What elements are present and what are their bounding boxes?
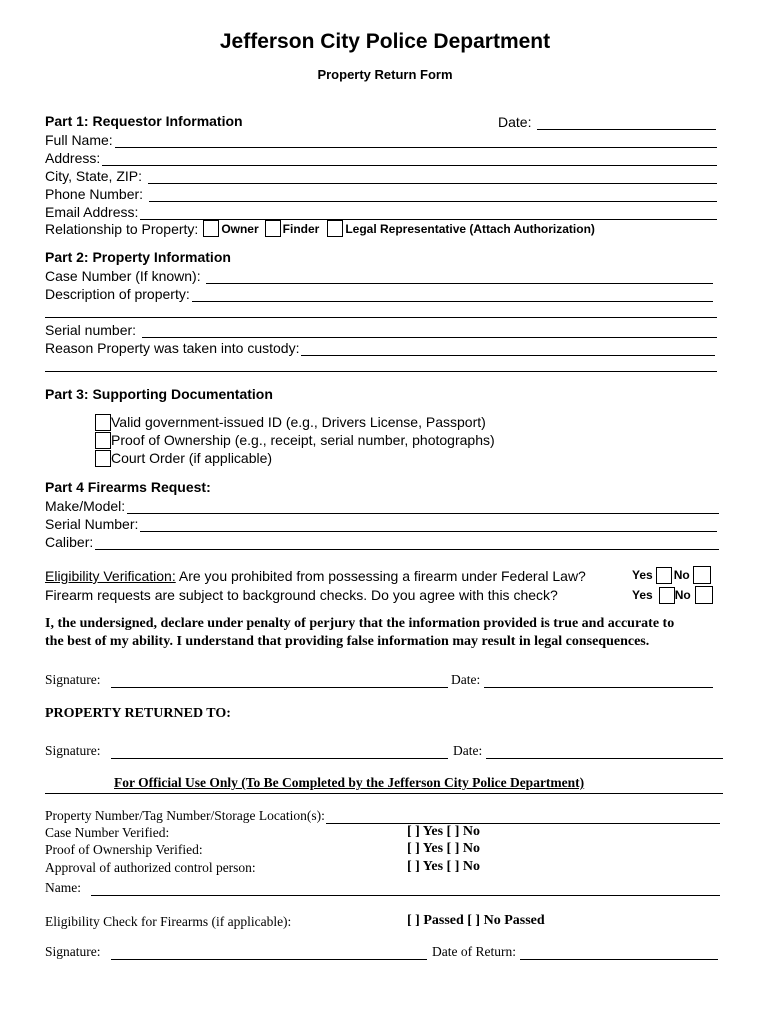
part4-heading: Part 4 Firearms Request: xyxy=(45,479,211,495)
city-state-zip-field[interactable] xyxy=(45,166,717,184)
date-of-return-line[interactable] xyxy=(520,945,718,960)
reason-line[interactable] xyxy=(301,341,715,356)
approval-options[interactable]: [ ] Yes [ ] No xyxy=(407,859,480,874)
date-label: Date: xyxy=(453,743,483,758)
ownership-verified-options[interactable]: [ ] Yes [ ] No xyxy=(407,841,480,856)
signature-line[interactable] xyxy=(111,945,428,960)
declaration-date-field[interactable] xyxy=(451,670,715,688)
official-signature-field[interactable] xyxy=(45,942,429,960)
address-label: Address: xyxy=(45,150,101,166)
firearm-serial-field[interactable] xyxy=(45,514,717,532)
eligibility-text: Are you prohibited from possessing a firearm under Federal Law? xyxy=(175,568,586,584)
background-no-label: No xyxy=(674,588,691,602)
email-line[interactable] xyxy=(140,205,717,220)
ownership-verified-label: Proof of Ownership Verified: xyxy=(45,842,203,857)
phone-label: Phone Number: xyxy=(45,186,144,202)
declaration-line-2: the best of my ability. I understand that providing false information may result in legal consequences. xyxy=(45,634,650,649)
owner-label: Owner xyxy=(221,221,259,236)
background-yes-checkbox[interactable] xyxy=(659,587,675,604)
id-checkbox[interactable] xyxy=(95,414,111,431)
date-label: Date: xyxy=(451,672,481,687)
description-line-2[interactable] xyxy=(45,317,717,318)
part2-heading: Part 2: Property Information xyxy=(45,249,231,265)
case-verified-options[interactable]: [ ] Yes [ ] No xyxy=(407,824,480,839)
relationship-label: Relationship to Property: xyxy=(45,220,199,237)
declaration-signature-field[interactable] xyxy=(45,670,450,688)
approval-label: Approval of authorized control person: xyxy=(45,860,256,875)
reason-field[interactable] xyxy=(45,338,715,356)
description-field[interactable] xyxy=(45,284,713,302)
make-model-field[interactable] xyxy=(45,496,719,514)
date-line[interactable] xyxy=(484,673,713,688)
reason-label: Reason Property was taken into custody: xyxy=(45,340,300,356)
background-yes-label: Yes xyxy=(632,588,653,602)
date-line[interactable] xyxy=(486,744,723,759)
city-state-zip-line[interactable] xyxy=(148,169,717,184)
date-label: Date: xyxy=(498,114,532,130)
make-model-line[interactable] xyxy=(127,499,719,514)
background-check-question: Firearm requests are subject to background checks. Do you agree with this check? xyxy=(45,587,558,603)
eligibility-no-checkbox[interactable] xyxy=(693,566,711,584)
relationship-row xyxy=(45,220,595,237)
court-order-checkbox[interactable] xyxy=(95,450,111,467)
make-model-label: Make/Model: xyxy=(45,498,126,514)
part1-date-field[interactable] xyxy=(498,112,716,130)
eligibility-check-options[interactable]: [ ] Passed [ ] No Passed xyxy=(407,913,545,928)
phone-field[interactable] xyxy=(45,184,717,202)
eligibility-label: Eligibility Verification: xyxy=(45,568,176,584)
owner-checkbox[interactable] xyxy=(203,220,219,237)
form-subtitle: Property Return Form xyxy=(317,67,453,82)
address-field[interactable] xyxy=(45,148,717,166)
doc-item-ownership[interactable] xyxy=(95,431,495,449)
returned-heading: PROPERTY RETURNED TO: xyxy=(45,706,231,721)
property-number-line[interactable] xyxy=(326,809,720,824)
background-no-checkbox[interactable] xyxy=(695,586,713,604)
case-number-label: Case Number (If known): xyxy=(45,268,201,284)
serial-number-line[interactable] xyxy=(142,323,717,338)
phone-line[interactable] xyxy=(149,187,717,202)
date-line[interactable] xyxy=(537,115,716,130)
signature-label: Signature: xyxy=(45,672,101,687)
finder-label: Finder xyxy=(282,221,320,236)
returned-signature-field[interactable] xyxy=(45,741,450,759)
doc-item-label: Proof of Ownership (e.g., receipt, serial number, photographs) xyxy=(111,432,495,448)
doc-item-id[interactable] xyxy=(95,413,495,431)
email-field[interactable] xyxy=(45,202,717,220)
caliber-label: Caliber: xyxy=(45,534,94,550)
returned-date-field[interactable] xyxy=(453,741,725,759)
description-line[interactable] xyxy=(192,287,713,302)
doc-item-label: Court Order (if applicable) xyxy=(111,450,273,466)
full-name-line[interactable] xyxy=(115,133,717,148)
name-line[interactable] xyxy=(91,881,720,896)
date-of-return-label: Date of Return: xyxy=(432,944,516,959)
background-answer xyxy=(632,586,713,604)
city-state-zip-label: City, State, ZIP: xyxy=(45,168,142,184)
legal-rep-label: Legal Representative (Attach Authorization) xyxy=(345,221,595,236)
eligibility-no-label: No xyxy=(673,568,690,582)
eligibility-answer xyxy=(632,566,711,584)
caliber-field[interactable] xyxy=(45,532,719,550)
part1-heading: Part 1: Requestor Information xyxy=(45,113,243,129)
official-name-field[interactable] xyxy=(45,878,722,896)
eligibility-check-label: Eligibility Check for Firearms (if applicable): xyxy=(45,914,292,929)
case-number-field[interactable] xyxy=(45,266,713,284)
name-label: Name: xyxy=(45,880,81,895)
case-verified-label: Case Number Verified: xyxy=(45,825,170,840)
full-name-field[interactable] xyxy=(45,130,717,148)
full-name-label: Full Name: xyxy=(45,132,113,148)
address-line[interactable] xyxy=(102,151,717,166)
page-title: Jefferson City Police Department xyxy=(219,30,551,53)
case-number-line[interactable] xyxy=(206,269,713,284)
eligibility-yes-label: Yes xyxy=(632,568,653,582)
serial-number-label: Serial number: xyxy=(45,322,137,338)
property-number-field[interactable] xyxy=(45,806,722,824)
doc-item-label: Valid government-issued ID (e.g., Drivers License, Passport) xyxy=(111,414,486,430)
description-label: Description of property: xyxy=(45,286,190,302)
ownership-checkbox[interactable] xyxy=(95,432,111,449)
signature-line[interactable] xyxy=(111,673,449,688)
signature-label: Signature: xyxy=(45,743,101,758)
finder-checkbox[interactable] xyxy=(265,220,281,237)
legal-rep-checkbox[interactable] xyxy=(327,220,343,237)
firearm-serial-line[interactable] xyxy=(140,517,717,532)
doc-item-court-order[interactable] xyxy=(95,449,495,467)
date-of-return-field[interactable] xyxy=(432,942,720,960)
reason-line-2[interactable] xyxy=(45,371,717,372)
email-label: Email Address: xyxy=(45,204,139,220)
documentation-list xyxy=(95,413,495,467)
declaration-line-1: I, the undersigned, declare under penalty of perjury that the information provided is true and accurate to xyxy=(45,616,675,631)
property-number-label: Property Number/Tag Number/Storage Location(s): xyxy=(45,808,325,823)
caliber-line[interactable] xyxy=(95,535,719,550)
eligibility-yes-checkbox[interactable] xyxy=(656,567,672,584)
official-use-heading: For Official Use Only (To Be Completed by the Jefferson City Police Department) xyxy=(45,775,723,794)
signature-label: Signature: xyxy=(45,944,101,959)
part3-heading: Part 3: Supporting Documentation xyxy=(45,386,273,402)
signature-line[interactable] xyxy=(111,744,449,759)
firearm-serial-label: Serial Number: xyxy=(45,516,139,532)
serial-number-field[interactable] xyxy=(45,320,717,338)
eligibility-question xyxy=(45,568,586,584)
